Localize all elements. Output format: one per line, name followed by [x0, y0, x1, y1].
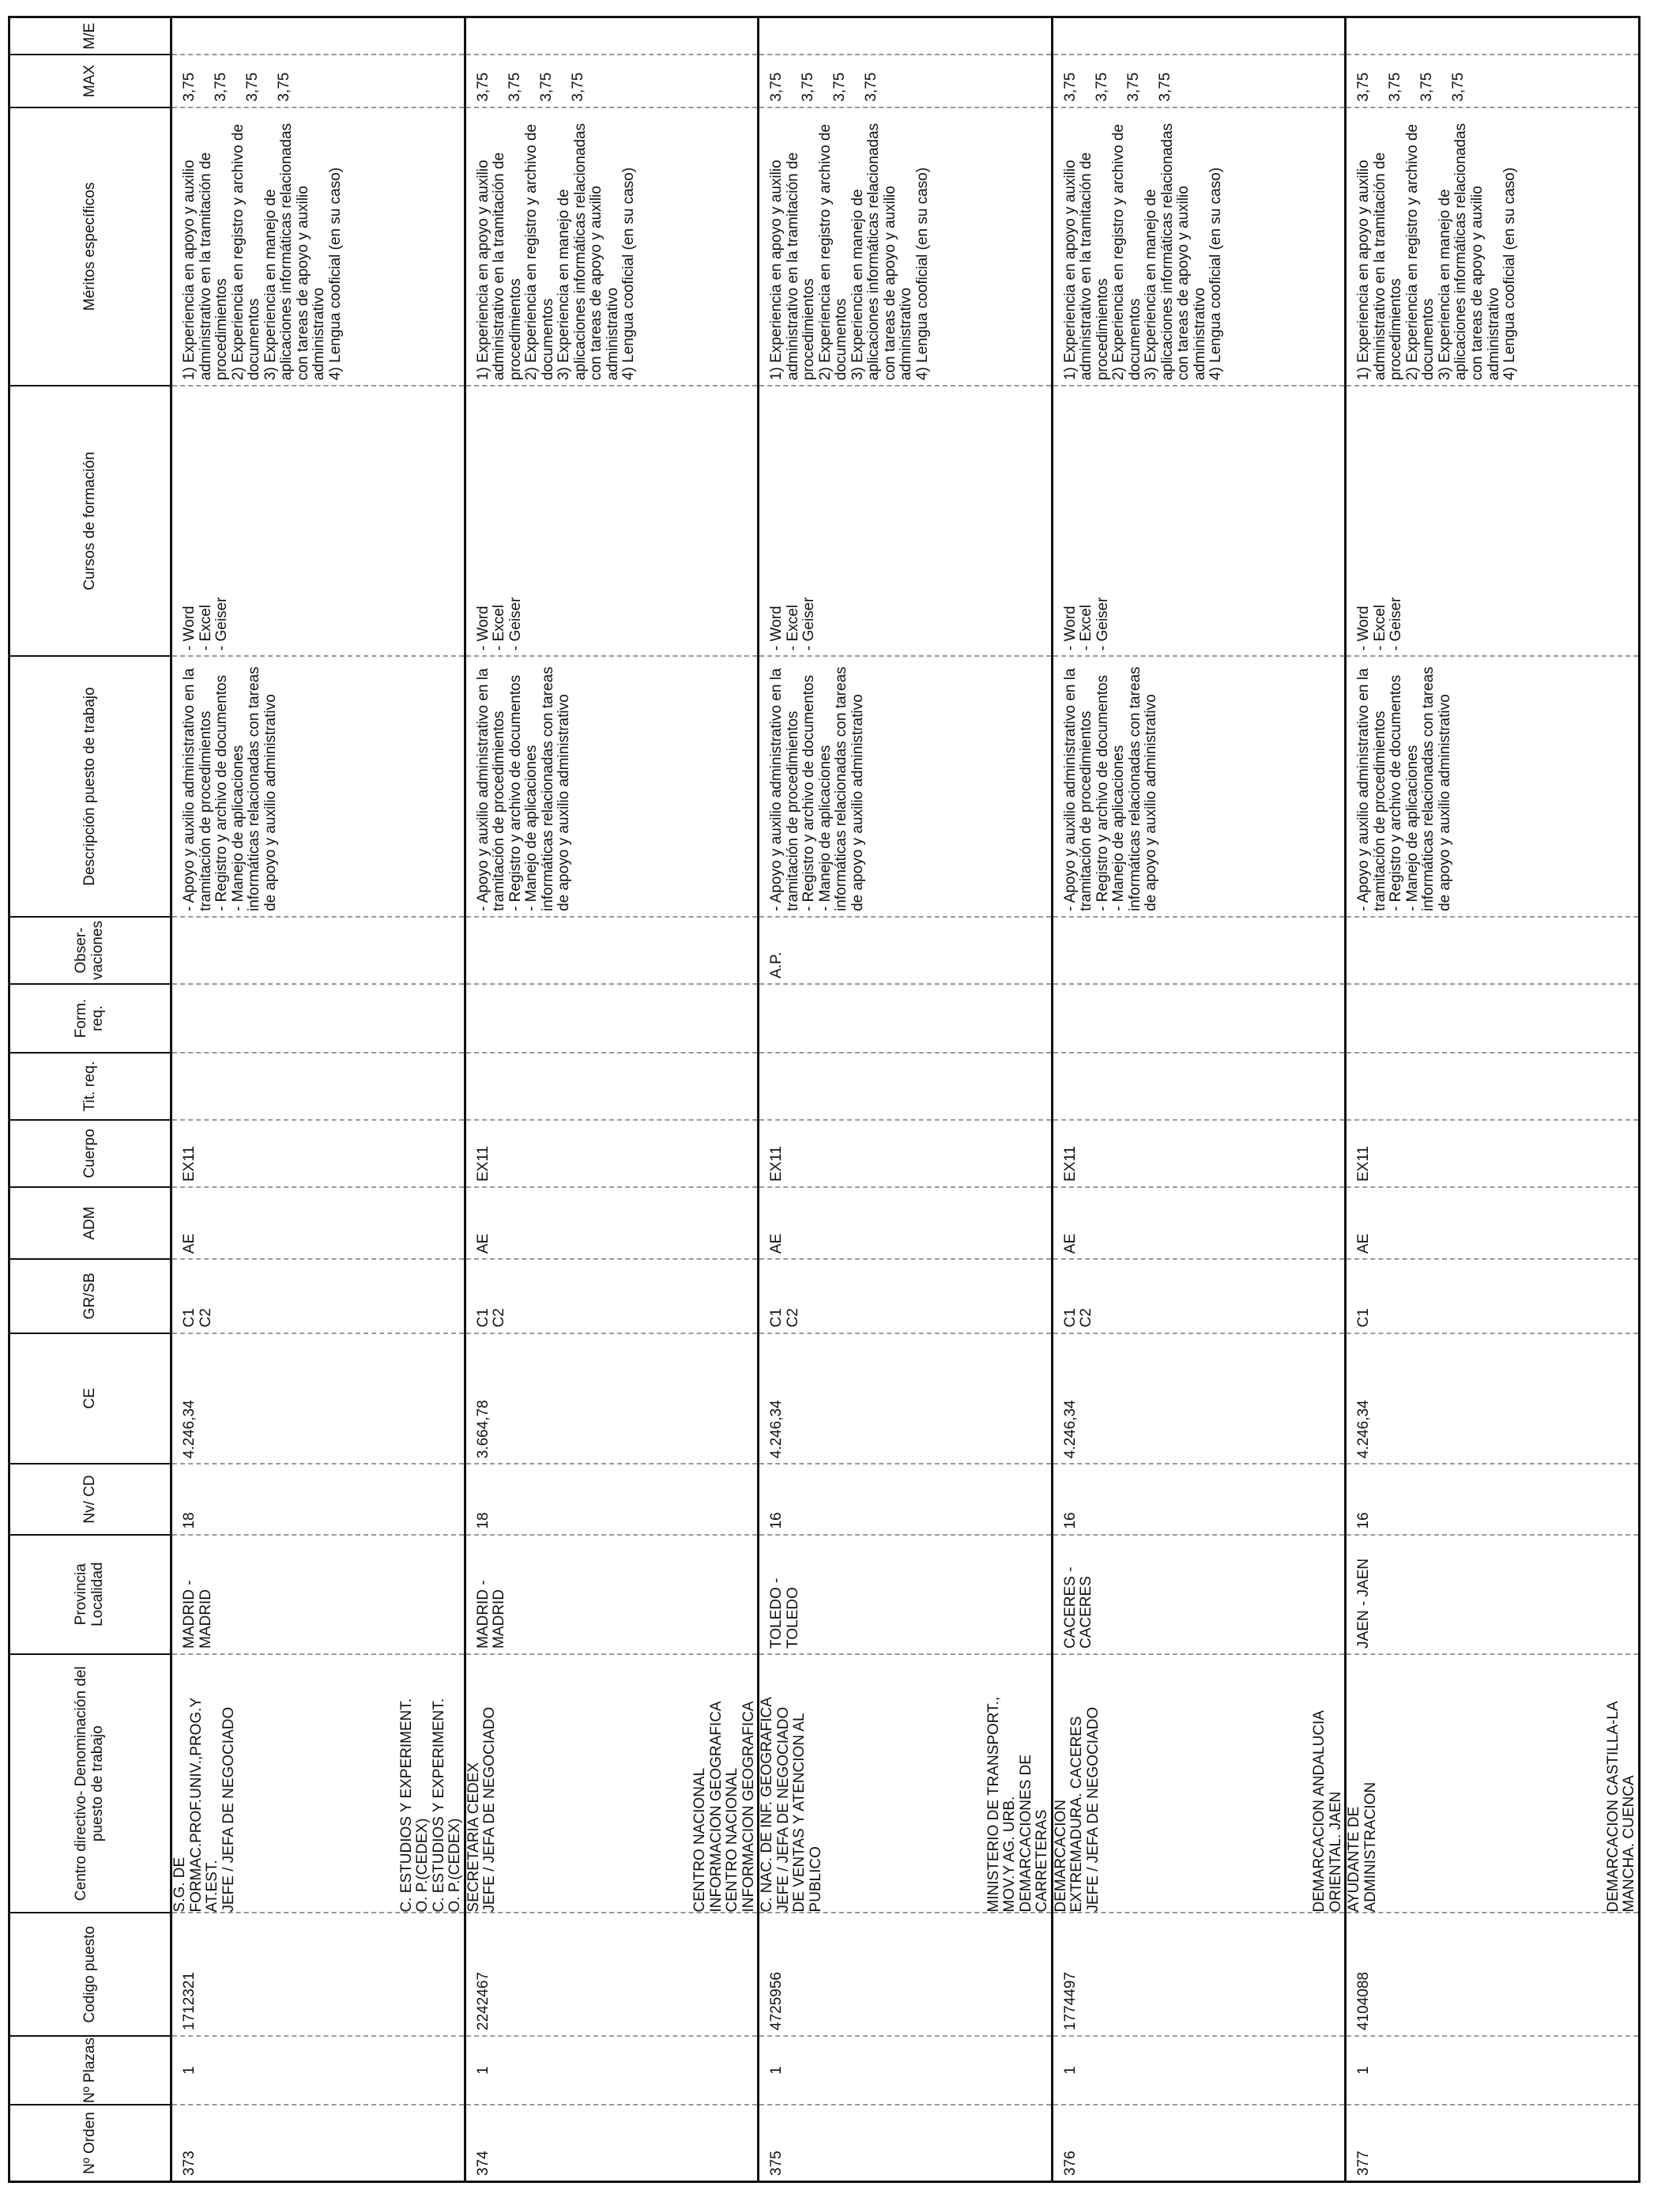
- plazas-value: 1: [181, 2066, 198, 2075]
- max-cell: [759, 55, 1053, 107]
- adm-cell: [1346, 1187, 1640, 1259]
- descripcion-line: - Registro y archivo de documentos: [507, 675, 524, 911]
- centro-line: SECRETARIA CEDEX: [465, 1762, 482, 1913]
- centro-line: CARRETERAS: [1034, 1809, 1051, 1913]
- centro-bottom: [986, 1655, 1051, 1913]
- cursos-cell: [465, 386, 759, 656]
- centro-line: DEMARCACION: [1052, 1799, 1069, 1913]
- centro-line: CENTRO NACIONAL: [724, 1767, 741, 1913]
- titulacion-cell: [1052, 1053, 1346, 1120]
- cursos-cell: [1052, 386, 1346, 656]
- meritos-cell: [759, 107, 1053, 386]
- grupo-value: C2: [1078, 1308, 1095, 1328]
- table-row: [1052, 17, 1346, 2182]
- centro-line: CENTRO NACIONAL: [691, 1767, 709, 1913]
- grupo-value: C1: [181, 1308, 198, 1328]
- cursos-cell: [759, 386, 1053, 656]
- ce-cell: [465, 1333, 759, 1465]
- cuerpo-cell: [1052, 1120, 1346, 1187]
- orden-cell: [171, 2105, 465, 2181]
- grupo-value: C2: [784, 1308, 801, 1328]
- merito-item: 3) Experiencia en manejo de aplicaciones informáticas relacionadas con tareas de apoyo y auxilio administrativo: [1436, 123, 1502, 381]
- me-cell: [465, 17, 759, 55]
- ce-cell: [1346, 1333, 1640, 1465]
- orden-cell: [759, 2105, 1053, 2181]
- cuerpo-cell: [171, 1120, 465, 1187]
- table-row: [1346, 17, 1640, 2182]
- header-cuerpo: Cuerpo: [9, 1120, 171, 1187]
- merito-item: 3) Experiencia en manejo de aplicaciones informáticas relacionadas con tareas de apoyo y auxilio administrativo: [262, 123, 328, 381]
- observaciones-cell: [465, 917, 759, 984]
- codigo-value: 4725956: [768, 1972, 785, 2030]
- meritos-cell: [1052, 107, 1346, 386]
- me-cell: [759, 17, 1053, 55]
- provincia-value: CACERES - CACERES: [1061, 1566, 1095, 1649]
- descripcion-line: - Apoyo y auxilio administrativo en la tramitación de procedimientos: [474, 668, 508, 911]
- centro-line: JEFE / JEFA DE NEGOCIADO: [1084, 1706, 1102, 1913]
- merito-item: 1) Experiencia en apoyo y auxilio administrativo en la tramitación de procedimientos: [768, 152, 818, 381]
- plazas-value: 1: [1061, 2066, 1079, 2075]
- max-value: 3,75: [244, 72, 261, 102]
- adm-value: AE: [474, 1233, 492, 1254]
- descripcion-line: - Registro y archivo de documentos: [800, 675, 818, 911]
- descripcion-cell: [465, 656, 759, 917]
- centro-line: ORIENTAL. JAEN: [1327, 1791, 1344, 1913]
- curso-item: - Geiser: [800, 597, 818, 651]
- orden-cell: [1346, 2105, 1640, 2181]
- nivel-value: 16: [1355, 1512, 1373, 1529]
- max-cell: [465, 55, 759, 107]
- header-descripcion: Descripción puesto de trabajo: [9, 656, 171, 917]
- ce-value: 4.246,34: [1355, 1400, 1373, 1459]
- curso-item: - Word: [474, 605, 492, 651]
- formacion-value: [759, 985, 774, 1052]
- merito-item: 2) Experiencia en registro y archivo de documentos: [229, 123, 263, 381]
- codigo-cell: [465, 1913, 759, 2036]
- centro-line: MINISTERIO DE TRANSPORT.,: [985, 1696, 1002, 1913]
- merito-item: 1) Experiencia en apoyo y auxilio administrativo en la tramitación de procedimientos: [1355, 152, 1405, 381]
- titulacion-value: [1053, 1054, 1068, 1119]
- max-value: 3,75: [569, 72, 586, 102]
- observaciones-value: [1053, 918, 1068, 983]
- formacion-value: [1053, 985, 1068, 1052]
- orden-value: 376: [1061, 2151, 1079, 2176]
- codigo-cell: [1346, 1913, 1640, 2036]
- descripcion-line: - Apoyo y auxilio administrativo en la tramitación de procedimientos: [768, 668, 801, 911]
- curso-item: - Geiser: [507, 597, 524, 651]
- orden-cell: [1052, 2105, 1346, 2181]
- grupo-value: C2: [197, 1308, 214, 1328]
- titulacion-value: [759, 1054, 774, 1119]
- ce-value: 4.246,34: [1061, 1400, 1079, 1459]
- plazas-cell: [1346, 2036, 1640, 2105]
- header-plazas: Nº Plazas: [9, 2036, 171, 2105]
- max-value: 3,75: [1124, 72, 1142, 102]
- header-ce: CE: [9, 1333, 171, 1465]
- curso-item: - Word: [181, 605, 198, 651]
- max-value: 3,75: [800, 72, 817, 102]
- cuerpo-value: EX11: [474, 1145, 492, 1182]
- max-value: 3,75: [831, 72, 849, 102]
- formacion-value: [466, 985, 480, 1052]
- provincia-cell: [465, 1535, 759, 1654]
- codigo-cell: [759, 1913, 1053, 2036]
- nivel-value: 16: [1061, 1512, 1079, 1529]
- header-formacion: Form. req.: [9, 984, 171, 1053]
- centro-line: ADMINISTRACION: [1362, 1781, 1379, 1913]
- centro-line: PUBLICO: [807, 1846, 824, 1913]
- header-codigo: Codigo puesto: [9, 1913, 171, 2036]
- nivel-cell: [1346, 1464, 1640, 1534]
- observaciones-cell: [1346, 917, 1640, 984]
- header-meritos: Méritos específicos: [9, 107, 171, 386]
- curso-item: - Geiser: [1388, 597, 1405, 651]
- centro-line: O. P.(CEDEX): [446, 1818, 464, 1913]
- plazas-value: 1: [768, 2066, 785, 2075]
- codigo-cell: [1052, 1913, 1346, 2036]
- centro-line: O. P.(CEDEX): [414, 1818, 431, 1913]
- ce-value: 4.246,34: [768, 1400, 785, 1459]
- max-value: 3,75: [1418, 72, 1436, 102]
- centro-line: S.G. DE: [171, 1857, 188, 1913]
- descripcion-line: - Manejo de aplicaciones informáticas relacionadas con tareas de apoyo y auxilio administrativo: [229, 666, 279, 911]
- merito-item: 3) Experiencia en manejo de aplicaciones informáticas relacionadas con tareas de apoyo y auxilio administrativo: [556, 123, 621, 381]
- descripcion-cell: [1052, 656, 1346, 917]
- grupo-value: C1: [1061, 1308, 1079, 1328]
- header-cursos: Cursos de formación: [9, 386, 171, 656]
- max-value: 3,75: [213, 72, 229, 102]
- meritos-cell: [1346, 107, 1640, 386]
- provincia-value: MADRID - MADRID: [181, 1580, 214, 1649]
- descripcion-cell: [171, 656, 465, 917]
- header-max: MAX: [9, 55, 171, 107]
- centro-bottom: [692, 1655, 757, 1913]
- ce-cell: [1052, 1333, 1346, 1465]
- descripcion-cell: [759, 656, 1053, 917]
- me-cell: [171, 17, 465, 55]
- merito-item: 3) Experiencia en manejo de aplicaciones informáticas relacionadas con tareas de apoyo y auxilio administrativo: [849, 123, 915, 381]
- curso-item: - Word: [1061, 605, 1079, 651]
- centro-bottom: [1606, 1655, 1638, 1913]
- formacion-value: [1347, 985, 1361, 1052]
- centro-line: MANCHA. CUENCA: [1621, 1775, 1638, 1913]
- cuerpo-cell: [465, 1120, 759, 1187]
- grupo-value: C1: [768, 1308, 785, 1328]
- centro-line: C. NAC. DE INF. GEOGRAFICA: [759, 1697, 776, 1913]
- header-me: M/E: [9, 17, 171, 55]
- curso-item: - Excel: [491, 605, 508, 651]
- centro-line: DEMARCACIONES DE: [1017, 1754, 1034, 1913]
- plazas-cell: [171, 2036, 465, 2105]
- merito-item: 4) Lengua cooficial (en su caso): [913, 167, 931, 381]
- grupo-cell: [465, 1259, 759, 1333]
- merito-item: 1) Experiencia en apoyo y auxilio administrativo en la tramitación de procedimientos: [181, 152, 231, 381]
- descripcion-line: - Apoyo y auxilio administrativo en la tramitación de procedimientos: [181, 668, 214, 911]
- centro-line: DE VENTAS Y ATENCION AL: [791, 1713, 808, 1913]
- max-value: 3,75: [181, 72, 198, 102]
- provincia-value: MADRID - MADRID: [474, 1580, 508, 1649]
- me-cell: [1052, 17, 1346, 55]
- table-row: [759, 17, 1053, 2182]
- centro-cell: [759, 1654, 1053, 1913]
- provincia-cell: [1346, 1535, 1640, 1654]
- centro-line: INFORMACION GEOGRAFICA: [707, 1701, 725, 1913]
- header-centro: Centro directivo- Denominación del puesto de trabajo: [9, 1654, 171, 1913]
- codigo-value: 4104088: [1355, 1972, 1373, 2030]
- centro-top: [759, 1655, 824, 1913]
- titulacion-cell: [171, 1053, 465, 1120]
- ce-cell: [171, 1333, 465, 1465]
- formacion-cell: [465, 984, 759, 1053]
- merito-item: 2) Experiencia en registro y archivo de documentos: [1110, 123, 1143, 381]
- max-value: 3,75: [1450, 72, 1467, 102]
- descripcion-line: - Manejo de aplicaciones informáticas relacionadas con tareas de apoyo y auxilio administrativo: [1403, 666, 1453, 911]
- centro-cell: [171, 1654, 465, 1913]
- plazas-value: 1: [474, 2066, 492, 2075]
- centro-cell: [465, 1654, 759, 1913]
- ce-value: 4.246,34: [181, 1400, 198, 1459]
- centro-line: MOV.Y AG. URB.: [1001, 1796, 1019, 1913]
- merito-item: 1) Experiencia en apoyo y auxilio administrativo en la tramitación de procedimientos: [1061, 152, 1111, 381]
- max-value: 3,75: [474, 72, 492, 102]
- observaciones-cell: [1052, 917, 1346, 984]
- header-grupo: GR/SB: [9, 1259, 171, 1333]
- centro-line: AYUDANTE DE: [1346, 1806, 1363, 1913]
- descripcion-line: - Registro y archivo de documentos: [1094, 675, 1111, 911]
- nivel-cell: [171, 1464, 465, 1534]
- observaciones-cell: [171, 917, 465, 984]
- header-orden: Nº Orden: [9, 2105, 171, 2181]
- orden-value: 373: [181, 2151, 198, 2176]
- centro-line: JEFE / JEFA DE NEGOCIADO: [774, 1706, 792, 1913]
- codigo-cell: [171, 1913, 465, 2036]
- nivel-value: 18: [474, 1512, 492, 1529]
- cuerpo-cell: [1346, 1120, 1640, 1187]
- adm-cell: [171, 1187, 465, 1259]
- titulacion-cell: [465, 1053, 759, 1120]
- grupo-value: C1: [474, 1308, 492, 1328]
- adm-value: AE: [1355, 1233, 1373, 1254]
- meritos-cell: [171, 107, 465, 386]
- grupo-value: C1: [1355, 1308, 1373, 1328]
- centro-bottom: [399, 1655, 464, 1913]
- adm-value: AE: [768, 1233, 785, 1254]
- header-titulacion: Tit. req.: [9, 1053, 171, 1120]
- codigo-value: 1774497: [1061, 1972, 1079, 2030]
- max-value: 3,75: [1061, 72, 1079, 102]
- titulacion-cell: [1346, 1053, 1640, 1120]
- max-value: 3,75: [863, 72, 880, 102]
- descripcion-line: - Apoyo y auxilio administrativo en la tramitación de procedimientos: [1061, 668, 1095, 911]
- centro-line: INFORMACION GEOGRAFICA: [740, 1701, 757, 1913]
- orden-value: 375: [768, 2151, 785, 2176]
- header-observaciones: Obser- vaciones: [9, 917, 171, 984]
- meritos-cell: [465, 107, 759, 386]
- provincia-cell: [1052, 1535, 1346, 1654]
- header-row: [9, 17, 171, 2182]
- titulacion-cell: [759, 1053, 1053, 1120]
- adm-value: AE: [1061, 1233, 1079, 1254]
- max-value: 3,75: [537, 72, 555, 102]
- formacion-cell: [171, 984, 465, 1053]
- centro-line: AT.EST.: [204, 1860, 221, 1913]
- descripcion-line: - Apoyo y auxilio administrativo en la tramitación de procedimientos: [1355, 668, 1388, 911]
- cuerpo-value: EX11: [1355, 1145, 1373, 1182]
- nivel-cell: [1052, 1464, 1346, 1534]
- centro-cell: [1346, 1654, 1640, 1913]
- orden-value: 377: [1355, 2151, 1373, 2176]
- centro-line: DEMARCACION ANDALUCIA: [1311, 1710, 1328, 1913]
- max-cell: [171, 55, 465, 107]
- adm-value: AE: [181, 1233, 198, 1254]
- cursos-cell: [171, 386, 465, 656]
- plazas-cell: [759, 2036, 1053, 2105]
- ce-cell: [759, 1333, 1053, 1465]
- cuerpo-cell: [759, 1120, 1053, 1187]
- centro-top: [1053, 1655, 1102, 1913]
- observaciones-cell: [759, 917, 1053, 984]
- formacion-cell: [1052, 984, 1346, 1053]
- max-cell: [1052, 55, 1346, 107]
- merito-item: 3) Experiencia en manejo de aplicaciones informáticas relacionadas con tareas de apoyo y auxilio administrativo: [1143, 123, 1208, 381]
- titulacion-value: [1347, 1054, 1361, 1119]
- centro-line: JEFE / JEFA DE NEGOCIADO: [481, 1706, 499, 1913]
- merito-item: 1) Experiencia en apoyo y auxilio administrativo en la tramitación de procedimientos: [474, 152, 524, 381]
- max-value: 3,75: [276, 72, 292, 102]
- max-value: 3,75: [1156, 72, 1173, 102]
- centro-top: [466, 1655, 499, 1913]
- descripcion-line: - Registro y archivo de documentos: [1388, 675, 1405, 911]
- descripcion-cell: [1346, 656, 1640, 917]
- max-value: 3,75: [1387, 72, 1404, 102]
- adm-cell: [465, 1187, 759, 1259]
- curso-item: - Excel: [1078, 605, 1095, 651]
- centro-line: DEMARCACION CASTILLA-LA: [1604, 1701, 1622, 1913]
- me-cell: [1346, 17, 1640, 55]
- centro-top: [172, 1655, 237, 1913]
- descripcion-line: - Registro y archivo de documentos: [213, 675, 231, 911]
- merito-item: 4) Lengua cooficial (en su caso): [1501, 167, 1519, 381]
- header-adm: ADM: [9, 1187, 171, 1259]
- header-nivel: Nv/ CD: [9, 1464, 171, 1534]
- merito-item: 4) Lengua cooficial (en su caso): [1207, 167, 1225, 381]
- curso-item: - Geiser: [213, 597, 231, 651]
- centro-line: JEFE / JEFA DE NEGOCIADO: [220, 1706, 237, 1913]
- nivel-cell: [465, 1464, 759, 1534]
- ce-value: 3.664,78: [474, 1400, 492, 1459]
- max-value: 3,75: [768, 72, 785, 102]
- centro-cell: [1052, 1654, 1346, 1913]
- cuerpo-value: EX11: [181, 1145, 198, 1182]
- orden-value: 374: [474, 2151, 492, 2176]
- observaciones-value: [172, 918, 186, 983]
- curso-item: - Word: [1355, 605, 1373, 651]
- adm-cell: [759, 1187, 1053, 1259]
- provincia-value: JAEN - JAEN: [1355, 1558, 1373, 1649]
- nivel-value: 16: [768, 1512, 785, 1529]
- provincia-value: TOLEDO - TOLEDO: [768, 1578, 801, 1649]
- grupo-cell: [759, 1259, 1053, 1333]
- nivel-cell: [759, 1464, 1053, 1534]
- max-value: 3,75: [506, 72, 523, 102]
- provincia-cell: [759, 1535, 1053, 1654]
- descripcion-line: - Manejo de aplicaciones informáticas relacionadas con tareas de apoyo y auxilio administrativo: [1110, 666, 1160, 911]
- provincia-cell: [171, 1535, 465, 1654]
- cuerpo-value: EX11: [1061, 1145, 1079, 1182]
- puestos-table: [8, 16, 1640, 2183]
- plazas-value: 1: [1355, 2066, 1373, 2075]
- descripcion-line: - Manejo de aplicaciones informáticas relacionadas con tareas de apoyo y auxilio administrativo: [523, 666, 573, 911]
- centro-top: [1347, 1655, 1379, 1913]
- titulacion-value: [466, 1054, 480, 1119]
- merito-item: 2) Experiencia en registro y archivo de documentos: [523, 123, 556, 381]
- centro-line: FORMAC.PROF.UNIV.,PROG.Y: [187, 1697, 205, 1913]
- formacion-value: [172, 985, 186, 1052]
- merito-item: 2) Experiencia en registro y archivo de documentos: [816, 123, 850, 381]
- curso-item: - Excel: [784, 605, 801, 651]
- curso-item: - Geiser: [1094, 597, 1111, 651]
- adm-cell: [1052, 1187, 1346, 1259]
- observaciones-value: [466, 918, 480, 983]
- observaciones-value: A.P.: [768, 952, 785, 978]
- merito-item: 4) Lengua cooficial (en su caso): [326, 167, 344, 381]
- centro-line: C. ESTUDIOS Y EXPERIMENT.: [430, 1698, 447, 1913]
- plazas-cell: [1052, 2036, 1346, 2105]
- grupo-value: C2: [491, 1308, 508, 1328]
- curso-item: - Word: [768, 605, 785, 651]
- table-row: [465, 17, 759, 2182]
- grupo-cell: [1346, 1259, 1640, 1333]
- merito-item: 4) Lengua cooficial (en su caso): [620, 167, 638, 381]
- curso-item: - Excel: [197, 605, 214, 651]
- orden-cell: [465, 2105, 759, 2181]
- formacion-cell: [759, 984, 1053, 1053]
- plazas-cell: [465, 2036, 759, 2105]
- grupo-cell: [1052, 1259, 1346, 1333]
- grupo-cell: [171, 1259, 465, 1333]
- max-cell: [1346, 55, 1640, 107]
- curso-item: - Excel: [1371, 605, 1388, 651]
- cursos-cell: [1346, 386, 1640, 656]
- nivel-value: 18: [181, 1512, 198, 1529]
- centro-line: C. ESTUDIOS Y EXPERIMENT.: [397, 1698, 415, 1913]
- codigo-value: 1712321: [181, 1972, 198, 2030]
- header-provincia: Provincia Localidad: [9, 1535, 171, 1654]
- max-value: 3,75: [1093, 72, 1110, 102]
- merito-item: 2) Experiencia en registro y archivo de documentos: [1403, 123, 1437, 381]
- table-row: [171, 17, 465, 2182]
- formacion-cell: [1346, 984, 1640, 1053]
- max-value: 3,75: [1355, 72, 1373, 102]
- codigo-value: 2242467: [474, 1972, 492, 2030]
- centro-bottom: [1312, 1655, 1344, 1913]
- observaciones-value: [1347, 918, 1361, 983]
- cuerpo-value: EX11: [768, 1145, 785, 1182]
- titulacion-value: [172, 1054, 186, 1119]
- descripcion-line: - Manejo de aplicaciones informáticas relacionadas con tareas de apoyo y auxilio administrativo: [816, 666, 866, 911]
- centro-line: EXTREMADURA. CACERES: [1068, 1716, 1086, 1913]
